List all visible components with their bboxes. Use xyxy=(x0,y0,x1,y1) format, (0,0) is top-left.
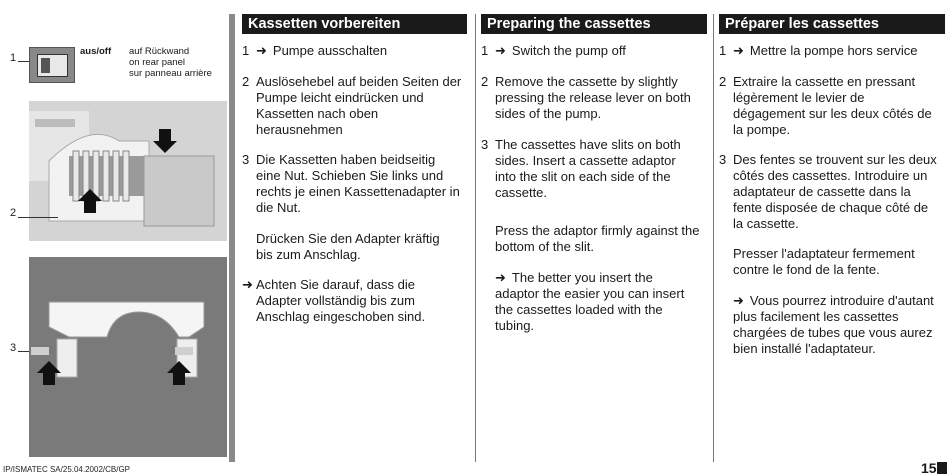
header-german: Kassetten vorbereiten xyxy=(242,14,467,34)
switch-label: aus/off xyxy=(80,46,112,57)
cassette-adaptor-photo xyxy=(29,257,227,457)
pump-cassette-photo xyxy=(29,101,227,241)
page-marker xyxy=(937,462,947,474)
callout-2: 2 xyxy=(10,207,17,219)
column-divider xyxy=(475,14,476,462)
column-divider xyxy=(713,14,714,462)
arrow-right-icon: ➜ xyxy=(733,293,744,308)
switch-caption-en: on rear panel xyxy=(129,57,185,68)
header-french: Préparer les cassettes xyxy=(719,14,945,34)
callout-3: 3 xyxy=(10,342,17,354)
callout-1: 1 xyxy=(10,52,17,64)
callout-1-leader xyxy=(18,61,29,62)
arrow-right-icon: ➜ xyxy=(242,277,253,292)
document-reference: IP/ISMATEC SA/25.04.2002/CB/GP xyxy=(3,465,131,474)
power-switch-image xyxy=(29,47,75,83)
callout-3-leader xyxy=(18,351,29,352)
page-number: 15 xyxy=(921,460,937,476)
arrow-right-icon: ➜ xyxy=(495,43,506,58)
header-english: Preparing the cassettes xyxy=(481,14,707,34)
callout-2-leader xyxy=(18,217,58,218)
arrow-right-icon: ➜ xyxy=(733,43,744,58)
arrow-right-icon: ➜ xyxy=(256,43,267,58)
switch-caption-de: auf Rückwand xyxy=(129,46,190,57)
arrow-right-icon: ➜ xyxy=(495,270,506,285)
panel-divider xyxy=(229,14,235,462)
switch-caption-fr: sur panneau arrière xyxy=(129,68,212,79)
